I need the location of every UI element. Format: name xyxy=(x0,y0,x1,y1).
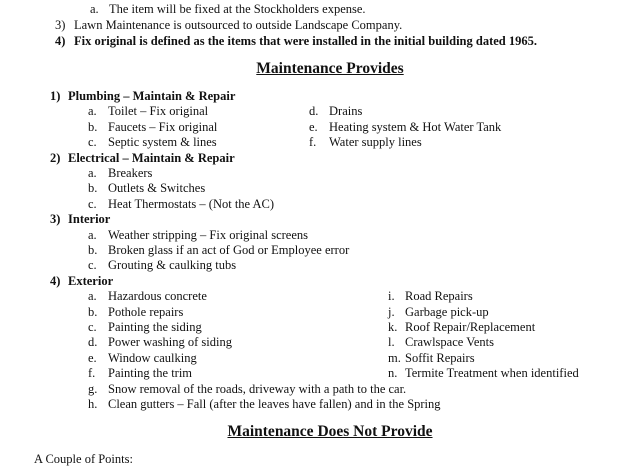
list-item: Soffit Repairs xyxy=(405,350,475,365)
list-item-marker: h. xyxy=(88,397,98,411)
list-item-marker: e. xyxy=(88,350,97,365)
section-heading: Electrical – Maintain & Repair xyxy=(68,150,235,165)
not-provides-intro: A Couple of Points: xyxy=(34,452,133,466)
list-item: Snow removal of the roads, driveway with a path to the car. xyxy=(108,381,407,396)
list-item: Breakers xyxy=(108,166,153,180)
list-item-marker: f. xyxy=(309,135,317,150)
top-item4-text: Fix original is defined as the items that were installed in the initial building dated 1965. xyxy=(74,34,537,48)
list-item: Painting the siding xyxy=(108,320,202,334)
top-item3-num: 3) xyxy=(55,18,66,32)
list-item-marker: l. xyxy=(388,335,395,350)
top-item-a-marker: a. xyxy=(90,2,99,16)
section-number: 4) xyxy=(50,273,61,288)
not-provides-title: Maintenance Does Not Provide xyxy=(227,423,433,440)
list-item-marker: i. xyxy=(388,289,395,304)
list-item-marker: m. xyxy=(388,350,401,365)
list-item: Crawlspace Vents xyxy=(405,335,494,350)
top-item3-text: Lawn Maintenance is outsourced to outside Landscape Company. xyxy=(74,18,403,32)
list-item: Clean gutters – Fall (after the leaves have fallen) and in the Spring xyxy=(108,397,441,411)
list-item: Heating system & Hot Water Tank xyxy=(329,119,502,134)
list-item-marker: a. xyxy=(88,104,97,119)
list-item: Power washing of siding xyxy=(108,335,232,350)
list-item: Septic system & lines xyxy=(108,135,217,150)
list-item-marker: c. xyxy=(88,258,97,273)
list-item: Painting the trim xyxy=(108,366,193,381)
section-heading: Interior xyxy=(68,212,111,227)
list-item-marker: f. xyxy=(88,366,96,381)
list-item: Drains xyxy=(329,104,363,119)
list-item-marker: j. xyxy=(388,304,395,319)
list-item: Hazardous concrete xyxy=(108,289,207,304)
top-item4-num: 4) xyxy=(55,34,66,48)
list-item-marker: d. xyxy=(88,335,98,350)
list-item-marker: a. xyxy=(88,166,97,180)
list-item: Weather stripping – Fix original screens xyxy=(108,227,308,242)
list-item-marker: a. xyxy=(88,227,97,242)
list-item: Broken glass if an act of God or Employee error xyxy=(108,243,350,257)
section-number: 3) xyxy=(50,212,61,227)
list-item: Window caulking xyxy=(108,350,197,365)
list-item-marker: c. xyxy=(88,135,97,150)
section-number: 2) xyxy=(50,150,61,165)
list-item: Garbage pick-up xyxy=(405,304,489,319)
list-item-marker: d. xyxy=(309,104,319,119)
list-item-marker: c. xyxy=(88,320,97,334)
list-item: Road Repairs xyxy=(405,289,473,304)
list-item: Faucets – Fix original xyxy=(108,119,218,134)
section-number: 1) xyxy=(50,89,61,103)
section-heading: Exterior xyxy=(68,273,114,288)
section-heading: Plumbing – Maintain & Repair xyxy=(68,89,236,103)
list-item: Pothole repairs xyxy=(108,304,184,319)
list-item-marker: c. xyxy=(88,196,97,211)
list-item-marker: a. xyxy=(88,289,97,304)
list-item-marker: b. xyxy=(88,181,98,196)
list-item: Outlets & Switches xyxy=(108,181,206,196)
list-item: Heat Thermostats – (Not the AC) xyxy=(108,196,275,211)
list-item-marker: n. xyxy=(388,366,398,381)
list-item: Roof Repair/Replacement xyxy=(405,320,536,334)
list-item: Termite Treatment when identified xyxy=(405,366,579,381)
list-item-marker: e. xyxy=(309,119,318,134)
top-item-a-text: The item will be fixed at the Stockholders expense. xyxy=(109,2,366,16)
list-item: Toilet – Fix original xyxy=(108,104,209,119)
list-item-marker: b. xyxy=(88,243,98,257)
list-item-marker: g. xyxy=(88,381,98,396)
list-item-marker: k. xyxy=(388,320,398,334)
list-item: Grouting & caulking tubs xyxy=(108,258,237,273)
list-item-marker: b. xyxy=(88,119,98,134)
list-item: Water supply lines xyxy=(329,135,422,150)
list-item-marker: b. xyxy=(88,304,98,319)
provides-title: Maintenance Provides xyxy=(256,60,404,77)
